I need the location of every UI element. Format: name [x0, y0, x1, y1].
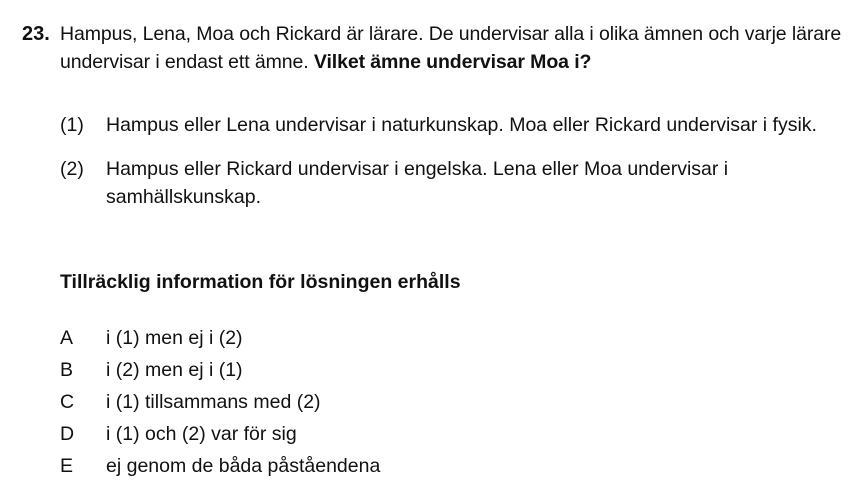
sufficiency-heading: Tillräcklig information för lösningen erhålls: [60, 271, 461, 293]
option-text: i (1) tillsammans med (2): [106, 391, 321, 413]
statement-text: Hampus eller Lena undervisar i naturkunskap. Moa eller Rickard undervisar i fysik.: [106, 114, 817, 136]
option-letter: D: [60, 423, 75, 445]
statement-1: [60, 111, 850, 139]
option-c[interactable]: [60, 386, 760, 418]
option-e[interactable]: [60, 450, 760, 482]
option-b[interactable]: [60, 354, 760, 386]
answer-options: [60, 322, 760, 482]
statement-label: (1): [60, 114, 84, 136]
option-letter: A: [60, 327, 74, 349]
option-letter: C: [60, 391, 75, 413]
statement-label: (2): [60, 158, 84, 180]
statement-text: Hampus eller Rickard undervisar i engelska. Lena eller Moa undervisar i samhällskunskap.: [106, 158, 729, 208]
statements-list: [60, 111, 850, 227]
option-a[interactable]: [60, 322, 760, 354]
question-ask: Vilket ämne undervisar Moa i?: [313, 51, 592, 73]
option-text: ej genom de båda påståendena: [106, 455, 381, 477]
question-block: [22, 20, 842, 76]
option-text: i (2) men ej i (1): [106, 359, 243, 381]
question-text: Hampus, Lena, Moa och Rickard är lärare. De undervisar alla i olika ämnen och varje lärare undervisar i endast ett ämne.: [60, 23, 842, 73]
option-letter: B: [60, 359, 74, 381]
option-letter: E: [60, 455, 74, 477]
option-text: i (1) men ej i (2): [106, 327, 243, 349]
option-text: i (1) och (2) var för sig: [106, 423, 297, 445]
statement-2: [60, 155, 850, 211]
question-number: 23.: [22, 23, 50, 45]
question-text-block: [60, 20, 842, 76]
option-d[interactable]: [60, 418, 760, 450]
